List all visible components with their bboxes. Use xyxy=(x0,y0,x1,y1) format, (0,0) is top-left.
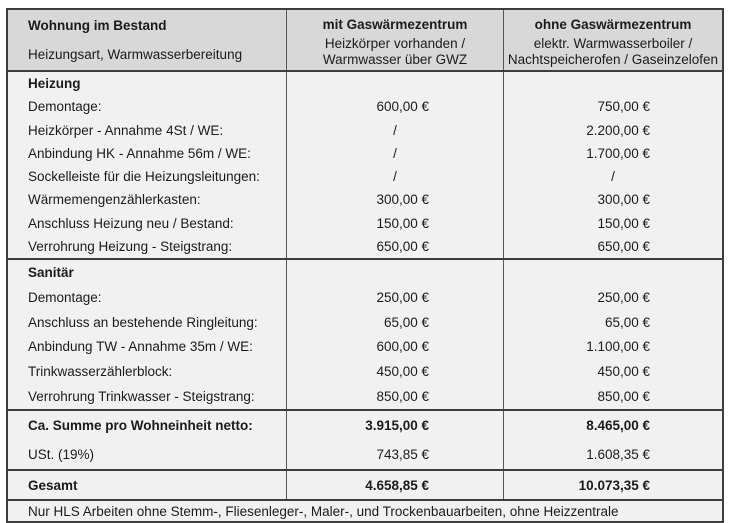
section-title-row xyxy=(8,72,722,95)
table-row xyxy=(8,235,722,258)
total-row xyxy=(8,471,722,499)
column-subtitle-line2: Nachtspeicherofen / Gaseinzelofen xyxy=(507,52,719,67)
value-without-gwz: 300,00 € xyxy=(503,188,722,211)
table-row xyxy=(8,359,722,384)
summary-netto-row xyxy=(8,411,722,440)
row-label: Wärmemengenzählerkasten: xyxy=(28,192,201,208)
value-without-gwz: 250,00 € xyxy=(503,285,722,310)
row-label: USt. (19%) xyxy=(28,447,95,462)
table-row xyxy=(8,335,722,360)
table-row xyxy=(8,165,722,188)
value-with-gwz: 450,00 € xyxy=(286,359,503,384)
section-title-row xyxy=(8,260,722,285)
value-with-gwz: 743,85 € xyxy=(286,440,503,469)
row-label: Ca. Summe pro Wohneinheit netto: xyxy=(28,418,253,433)
value-without-gwz: 10.073,35 € xyxy=(503,471,722,499)
summary-section xyxy=(8,409,722,469)
value-with-gwz: 65,00 € xyxy=(286,310,503,335)
empty-cell xyxy=(286,260,503,285)
value-without-gwz: 650,00 € xyxy=(503,235,722,258)
value-with-gwz: 4.658,85 € xyxy=(286,471,503,499)
table-row xyxy=(8,310,722,335)
row-label: Verrohrung Heizung - Steigstrang: xyxy=(28,238,233,254)
row-label: Anbindung HK - Annahme 56m / WE: xyxy=(28,145,251,161)
column-subtitle-line2: Warmwasser über GWZ xyxy=(322,52,468,67)
value-without-gwz: 450,00 € xyxy=(503,359,722,384)
section-title: Heizung xyxy=(28,76,81,92)
value-with-gwz: / xyxy=(286,119,503,142)
value-with-gwz: 250,00 € xyxy=(286,285,503,310)
empty-cell xyxy=(503,72,722,95)
column-subtitle-line1: elektr. Warmwasserboiler / xyxy=(533,36,693,51)
row-label: Verrohrung Trinkwasser - Steigstrang: xyxy=(28,389,255,405)
value-without-gwz: / xyxy=(503,165,722,188)
value-with-gwz: 650,00 € xyxy=(286,235,503,258)
row-label: Demontage: xyxy=(28,289,102,305)
section-sanitaer xyxy=(8,258,722,409)
value-without-gwz: 8.465,00 € xyxy=(503,411,722,440)
value-with-gwz: 150,00 € xyxy=(286,212,503,235)
value-with-gwz: 600,00 € xyxy=(286,335,503,360)
row-label: Anbindung TW - Annahme 35m / WE: xyxy=(28,339,253,355)
value-without-gwz: 65,00 € xyxy=(503,310,722,335)
column-title-with-gwz: mit Gaswärmezentrum xyxy=(322,17,468,32)
column-title-without-gwz: ohne Gaswärmezentrum xyxy=(534,17,692,32)
footer-note-row xyxy=(8,499,722,521)
footer-note: Nur HLS Arbeiten ohne Stemm-, Fliesenleger-, Maler-, und Trockenbauarbeiten, ohne Heizzentrale xyxy=(28,503,619,519)
value-with-gwz: 600,00 € xyxy=(286,95,503,118)
value-without-gwz: 750,00 € xyxy=(503,95,722,118)
table-row xyxy=(8,212,722,235)
section-title: Sanitär xyxy=(28,264,74,280)
table-row xyxy=(8,285,722,310)
header-cell-with-gwz xyxy=(286,10,503,70)
empty-cell xyxy=(286,72,503,95)
empty-cell xyxy=(503,260,722,285)
table-row xyxy=(8,95,722,118)
header-title: Wohnung im Bestand xyxy=(28,18,167,33)
summary-ust-row xyxy=(8,440,722,469)
table-row xyxy=(8,142,722,165)
row-label: Heizkörper - Annahme 4St / WE: xyxy=(28,122,224,138)
row-label: Sockelleiste für die Heizungsleitungen: xyxy=(28,169,260,185)
header-cell-without-gwz xyxy=(503,10,722,70)
row-label: Demontage: xyxy=(28,99,102,115)
table-row xyxy=(8,384,722,409)
value-without-gwz: 850,00 € xyxy=(503,384,722,409)
table-row xyxy=(8,119,722,142)
value-with-gwz: / xyxy=(286,142,503,165)
value-without-gwz: 1.100,00 € xyxy=(503,335,722,360)
value-with-gwz: 850,00 € xyxy=(286,384,503,409)
table-header-row xyxy=(8,10,722,70)
header-cell-label-column xyxy=(8,10,286,70)
table-row xyxy=(8,188,722,211)
section-heizung xyxy=(8,70,722,258)
row-label: Anschluss Heizung neu / Bestand: xyxy=(28,215,234,231)
value-with-gwz: / xyxy=(286,165,503,188)
total-section xyxy=(8,469,722,499)
value-without-gwz: 1.608,35 € xyxy=(503,440,722,469)
header-subtitle: Heizungsart, Warmwasserbereitung xyxy=(28,47,243,62)
value-with-gwz: 300,00 € xyxy=(286,188,503,211)
value-without-gwz: 1.700,00 € xyxy=(503,142,722,165)
value-with-gwz: 3.915,00 € xyxy=(286,411,503,440)
row-label: Gesamt xyxy=(28,477,78,493)
cost-table xyxy=(6,8,724,523)
value-without-gwz: 150,00 € xyxy=(503,212,722,235)
row-label: Trinkwasserzählerblock: xyxy=(28,364,173,380)
column-subtitle-line1: Heizkörper vorhanden / xyxy=(324,36,466,51)
value-without-gwz: 2.200,00 € xyxy=(503,119,722,142)
row-label: Anschluss an bestehende Ringleitung: xyxy=(28,314,258,330)
